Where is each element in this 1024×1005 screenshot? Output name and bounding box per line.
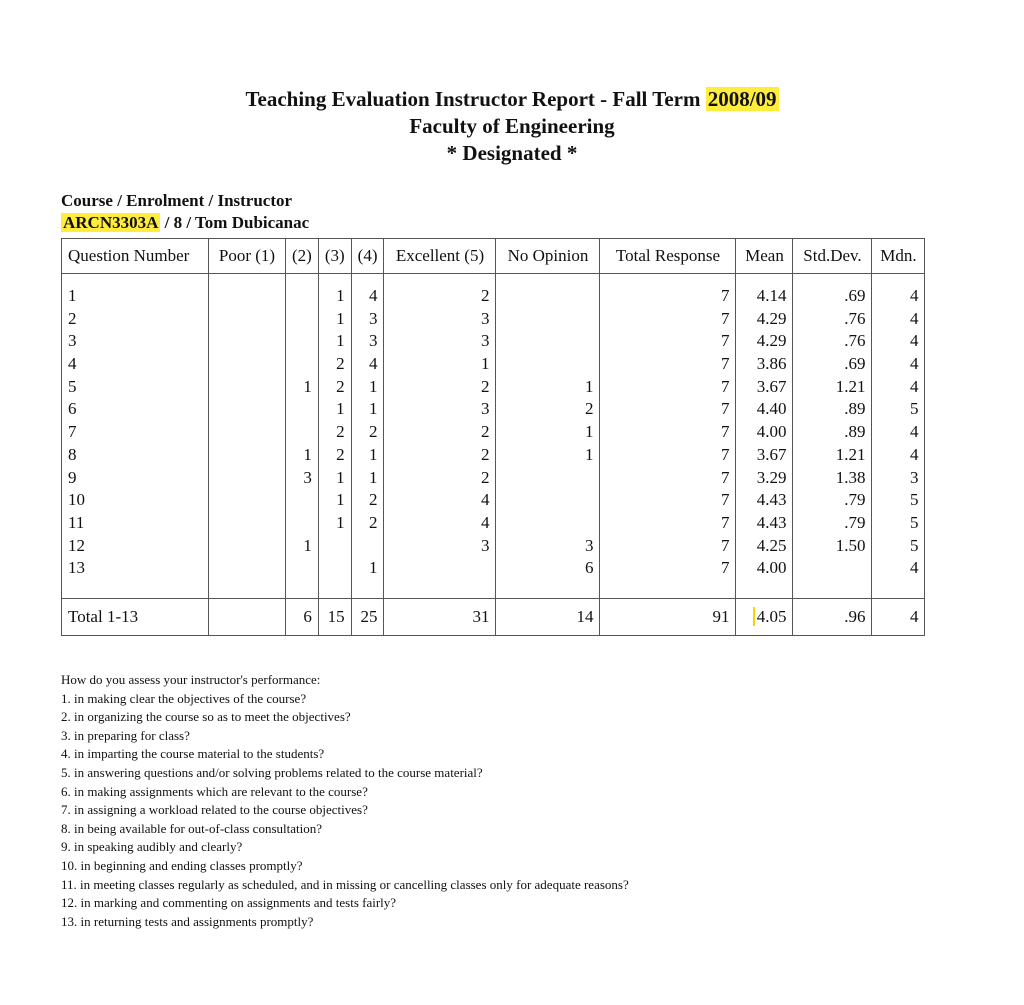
table-cell: 4.14: [756, 286, 787, 305]
table-cell: 2: [368, 512, 378, 532]
table-cell: [215, 285, 279, 308]
course-info-label: Course / Enrolment / Instructor: [61, 191, 293, 210]
table-cell: 1.38: [835, 467, 866, 487]
table-cell: 13: [68, 558, 85, 578]
table-cell: [502, 467, 593, 490]
table-cell: 2: [336, 354, 345, 374]
table-cell: [215, 421, 279, 444]
list-item: 12. in marking and commenting on assignments and tests fairly?: [61, 895, 397, 911]
table-cell: 1: [336, 490, 345, 510]
table-cell: [325, 557, 345, 580]
header-col-2: (2): [286, 239, 319, 274]
table-cell: 4.29: [756, 331, 787, 351]
table-cell: 7: [720, 308, 730, 328]
table-cell: [292, 353, 312, 376]
table-cell: 3: [480, 331, 490, 351]
table-cell: 7: [720, 399, 730, 419]
table-cell: 5: [909, 490, 919, 510]
table-cell: [292, 489, 312, 512]
table-cell: 6: [584, 558, 594, 578]
table-cell: 4.00: [756, 422, 787, 442]
table-cell: 7: [720, 512, 730, 532]
table-cell: 2: [480, 376, 490, 396]
col-median: [872, 274, 925, 599]
table-cell: [502, 308, 593, 331]
table-cell: 1: [584, 376, 594, 396]
table-cell: .89: [844, 399, 866, 419]
table-cell: 1: [368, 399, 378, 419]
table-cell: 7: [720, 535, 730, 555]
table-cell: 3: [480, 535, 490, 555]
col-4: [351, 274, 384, 599]
table-cell: 3: [303, 467, 312, 487]
total-label: Total 1-13: [62, 598, 209, 635]
table-cell: [215, 308, 279, 331]
table-cell: [215, 512, 279, 535]
table-cell: 1: [68, 286, 77, 305]
table-cell: 8: [68, 444, 77, 464]
table-cell: 2: [584, 399, 594, 419]
total-poor: [209, 598, 286, 635]
table-cell: 4.43: [756, 490, 787, 510]
list-item: 13. in returning tests and assignments promptly?: [61, 913, 314, 929]
table-cell: 3: [909, 467, 919, 487]
course-info-value: ARCN3303A / 8 / Tom Dubicanac: [63, 213, 310, 232]
table-cell: 7: [720, 490, 730, 510]
table-cell: 5: [68, 376, 77, 396]
table-cell: .76: [844, 331, 866, 351]
table-cell: [215, 557, 279, 580]
list-item: 5. in answering questions and/or solving problems related to the course material?: [61, 764, 483, 780]
designation-label: * Designated *: [446, 141, 578, 165]
table-cell: [502, 330, 593, 353]
table-body-row: [62, 274, 925, 599]
header-no-opinion: No Opinion: [496, 239, 600, 274]
list-item: 7. in assigning a workload related to the course objectives?: [61, 802, 368, 818]
question-intro: How do you assess your instructor's performance:: [61, 672, 321, 687]
list-item: 3. in preparing for class?: [61, 727, 190, 743]
table-cell: .69: [844, 354, 866, 374]
table-cell: [292, 330, 312, 353]
table-cell: [215, 444, 279, 467]
report-title: Teaching Evaluation Instructor Report - Fall Term 2008/09: [245, 87, 777, 111]
table-cell: 1: [584, 444, 594, 464]
table-cell: [502, 489, 593, 512]
table-cell: 4: [909, 331, 919, 351]
table-cell: [215, 330, 279, 353]
table-cell: 1: [336, 467, 345, 487]
header-question-number: Question Number: [62, 239, 209, 274]
table-cell: 7: [720, 354, 730, 374]
table-cell: 3: [368, 331, 378, 351]
table-cell: 3: [480, 308, 490, 328]
table-cell: 1: [336, 399, 345, 419]
table-cell: 4.40: [756, 399, 787, 419]
table-cell: [799, 557, 865, 580]
table-cell: 1: [584, 422, 594, 442]
list-item: 1. in making clear the objectives of the course?: [61, 690, 307, 706]
table-cell: 2: [336, 444, 345, 464]
table-cell: 7: [720, 467, 730, 487]
table-cell: 3: [480, 399, 490, 419]
course-info: [61, 190, 309, 234]
table-cell: 4: [909, 308, 919, 328]
table-cell: 4: [909, 422, 919, 442]
question-items: [61, 690, 629, 932]
table-cell: 10: [68, 490, 85, 510]
header-mean: Mean: [736, 239, 793, 274]
table-cell: 2: [480, 422, 490, 442]
table-cell: 11: [68, 512, 85, 532]
table-cell: 1.21: [835, 376, 866, 396]
header-median: Mdn.: [872, 239, 925, 274]
table-cell: [292, 512, 312, 535]
table-cell: 3.86: [756, 354, 787, 374]
col-question-number: [62, 274, 209, 599]
table-cell: 7: [720, 331, 730, 351]
total-col-2: 6: [286, 598, 319, 635]
table-cell: [325, 535, 345, 558]
col-3: [318, 274, 351, 599]
col-std-dev: [793, 274, 872, 599]
table-cell: .76: [844, 308, 866, 328]
table-cell: 5: [909, 399, 919, 419]
table-cell: 1: [336, 512, 345, 532]
table-cell: [502, 512, 593, 535]
total-mean: 4.05: [736, 598, 793, 635]
table-cell: 6: [68, 399, 77, 419]
table-cell: 3: [68, 331, 77, 351]
list-item: 11. in meeting classes regularly as scheduled, and in missing or cancelling classes only for adequate reasons?: [61, 876, 629, 892]
table-cell: 4: [368, 286, 378, 305]
col-poor: [209, 274, 286, 599]
table-cell: [215, 398, 279, 421]
table-cell: [292, 285, 312, 308]
col-excellent: [384, 274, 496, 599]
total-col-3: 15: [318, 598, 351, 635]
term-highlight: 2008/09: [707, 87, 777, 111]
table-cell: 7: [68, 422, 77, 442]
table-cell: .79: [844, 490, 866, 510]
table-cell: 4: [480, 512, 490, 532]
table-cell: 1: [303, 444, 312, 464]
table-cell: 9: [68, 467, 77, 487]
table-cell: 1: [336, 331, 345, 351]
table-cell: 2: [368, 490, 378, 510]
table-cell: 4: [909, 286, 919, 305]
list-item: 4. in imparting the course material to the students?: [61, 746, 325, 762]
table-cell: 2: [368, 422, 378, 442]
table-cell: 4: [480, 490, 490, 510]
table-cell: [292, 557, 312, 580]
table-cell: 1.50: [835, 535, 866, 555]
table-cell: 2: [480, 286, 490, 305]
table-cell: 1: [336, 308, 345, 328]
table-cell: 1.21: [835, 444, 866, 464]
list-item: 9. in speaking audibly and clearly?: [61, 839, 243, 855]
table-cell: [215, 353, 279, 376]
table-cell: 4: [909, 444, 919, 464]
table-cell: [292, 398, 312, 421]
table-cell: 3: [368, 308, 378, 328]
table-cell: 2: [68, 308, 77, 328]
table-cell: .89: [844, 422, 866, 442]
table-cell: 3: [584, 535, 594, 555]
list-item: 6. in making assignments which are relevant to the course?: [61, 783, 368, 799]
table-cell: 12: [68, 535, 85, 555]
table-cell: 1: [336, 286, 345, 305]
header-col-4: (4): [351, 239, 384, 274]
table-cell: 4.25: [756, 535, 787, 555]
report-header: [0, 86, 1024, 167]
table-cell: [215, 467, 279, 490]
table-cell: 2: [480, 444, 490, 464]
table-cell: 3.67: [756, 444, 787, 464]
total-excellent: 31: [384, 598, 496, 635]
table-cell: 7: [720, 558, 730, 578]
col-2: [286, 274, 319, 599]
table-cell: 1: [480, 354, 490, 374]
table-cell: [358, 535, 378, 558]
table-cell: 4: [368, 354, 378, 374]
table-cell: 2: [336, 422, 345, 442]
col-no-opinion: [496, 274, 600, 599]
table-cell: 3.29: [756, 467, 787, 487]
total-no-opinion: 14: [496, 598, 600, 635]
faculty-name: Faculty of Engineering: [409, 114, 615, 138]
table-cell: .79: [844, 512, 866, 532]
table-cell: [292, 421, 312, 444]
table-cell: 1: [303, 376, 312, 396]
list-item: 2. in organizing the course so as to meet the objectives?: [61, 709, 351, 725]
evaluation-table: [61, 238, 925, 636]
table-cell: 7: [720, 444, 730, 464]
table-cell: .69: [844, 286, 866, 305]
table-cell: 3.67: [756, 376, 787, 396]
total-median: 4: [872, 598, 925, 635]
table-cell: 7: [720, 376, 730, 396]
table-cell: 2: [480, 467, 490, 487]
table-cell: 7: [720, 422, 730, 442]
table-cell: 4: [909, 558, 919, 578]
total-row: [62, 598, 925, 635]
table-cell: 4: [909, 376, 919, 396]
table-cell: [390, 557, 489, 580]
table-cell: 4.00: [756, 558, 787, 578]
table-cell: 5: [909, 535, 919, 555]
table-cell: 7: [720, 286, 730, 305]
table-cell: 4.29: [756, 308, 787, 328]
header-excellent: Excellent (5): [384, 239, 496, 274]
total-std-dev: .96: [793, 598, 872, 635]
table-cell: [502, 285, 593, 308]
table-cell: 2: [336, 376, 345, 396]
header-poor: Poor (1): [209, 239, 286, 274]
table-cell: [292, 308, 312, 331]
total-col-4: 25: [351, 598, 384, 635]
table-cell: [215, 489, 279, 512]
header-col-3: (3): [318, 239, 351, 274]
col-mean: [736, 274, 793, 599]
table-cell: 4: [909, 354, 919, 374]
table-cell: 1: [368, 376, 378, 396]
table-cell: [215, 376, 279, 399]
table-cell: 1: [368, 558, 378, 578]
table-cell: [215, 535, 279, 558]
list-item: 10. in beginning and ending classes promptly?: [61, 857, 303, 873]
col-total-response: [600, 274, 736, 599]
table-cell: 5: [909, 512, 919, 532]
header-total-response: Total Response: [600, 239, 736, 274]
question-list: [61, 671, 629, 931]
table-cell: [502, 353, 593, 376]
course-code-highlight: ARCN3303A: [63, 213, 159, 232]
table-cell: 1: [368, 467, 378, 487]
table-cell: 1: [368, 444, 378, 464]
list-item: 8. in being available for out-of-class consultation?: [61, 820, 323, 836]
table-cell: 4: [68, 354, 77, 374]
table-cell: 4.43: [756, 512, 787, 532]
header-std-dev: Std.Dev.: [793, 239, 872, 274]
table-cell: 1: [303, 535, 312, 555]
total-response: 91: [600, 598, 736, 635]
table-header-row: [62, 239, 925, 274]
